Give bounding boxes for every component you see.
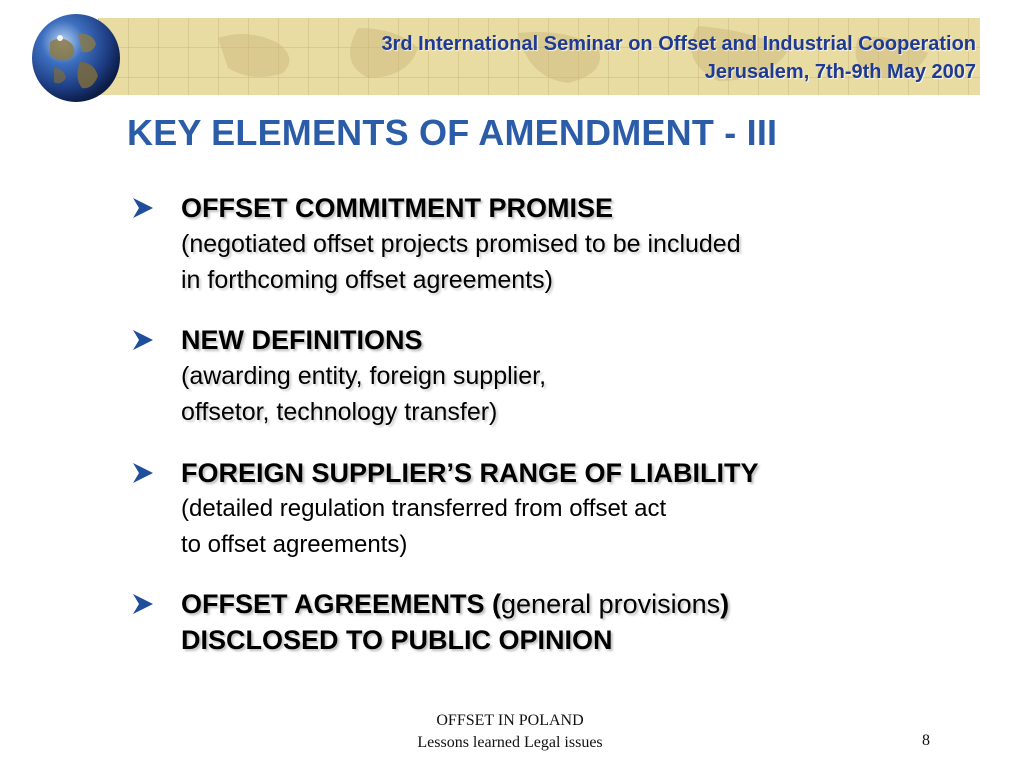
- item-heading: NEW DEFINITIONS: [181, 325, 423, 355]
- bullet-item: [130, 586, 950, 658]
- seminar-header-text: [381, 30, 976, 86]
- item-heading: DISCLOSED TO PUBLIC OPINION: [181, 625, 613, 655]
- item-heading: [181, 586, 950, 622]
- globe-icon: [30, 12, 122, 104]
- slide-title: KEY ELEMENTS OF AMENDMENT - III: [127, 112, 778, 153]
- seminar-title: 3rd International Seminar on Offset and Industrial Cooperation: [381, 33, 976, 55]
- arrow-bullet-icon: [130, 592, 156, 616]
- item-heading-part: general provisions: [501, 589, 721, 619]
- item-detail: (negotiated offset projects promised to be included: [181, 230, 741, 258]
- footer-title: OFFSET IN POLAND: [436, 712, 584, 729]
- bullet-item: [130, 455, 950, 563]
- item-detail: in forthcoming offset agreements): [181, 266, 553, 294]
- item-heading: FOREIGN SUPPLIER’S RANGE OF LIABILITY: [181, 458, 759, 488]
- page-number: 8: [922, 732, 930, 749]
- bullet-item: [130, 190, 950, 298]
- arrow-bullet-icon: [130, 328, 156, 352]
- slide-footer: [380, 710, 640, 754]
- arrow-bullet-icon: [130, 461, 156, 485]
- footer-subtitle: Lessons learned Legal issues: [417, 734, 603, 751]
- header-banner: [98, 18, 980, 95]
- item-heading-part: OFFSET AGREEMENTS (: [181, 589, 502, 619]
- seminar-date-location: Jerusalem, 7th-9th May 2007: [704, 61, 976, 83]
- item-heading-part: ): [720, 589, 730, 619]
- bullet-item: [130, 322, 950, 430]
- item-detail: offsetor, technology transfer): [181, 398, 498, 426]
- item-heading: OFFSET COMMITMENT PROMISE: [181, 193, 613, 223]
- item-detail: to offset agreements): [181, 531, 408, 558]
- item-detail: (detailed regulation transferred from offset act: [181, 495, 667, 522]
- arrow-bullet-icon: [130, 196, 156, 220]
- item-detail: (awarding entity, foreign supplier,: [181, 362, 547, 390]
